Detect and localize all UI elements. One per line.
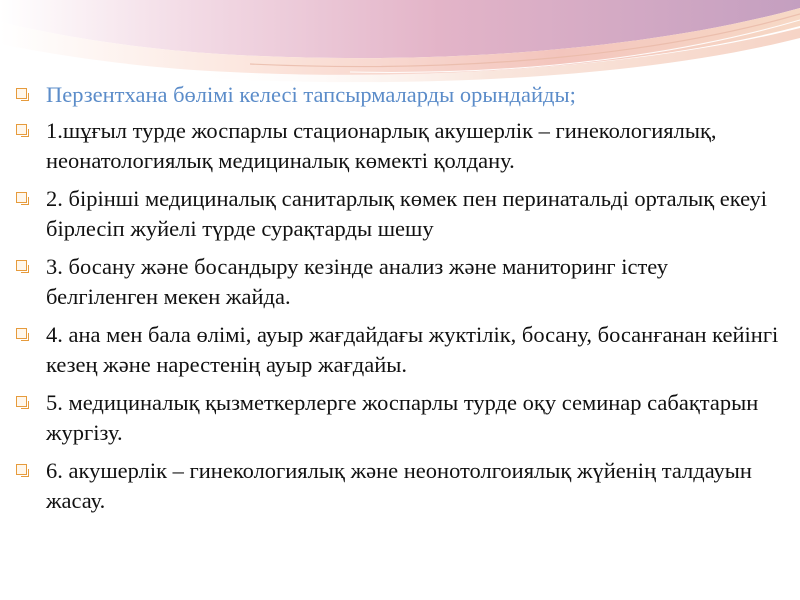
list-item-text: Перзентхана бөлімі келесі тапсырмаларды орындайды; bbox=[46, 82, 576, 107]
hollow-square-bullet-icon bbox=[16, 328, 27, 339]
list-item-text: 5. медициналық қызметкерлерге жоспарлы турде оқу семинар сабақтарын жургізу. bbox=[46, 390, 759, 445]
bullet-list bbox=[14, 80, 784, 524]
hollow-square-bullet-icon bbox=[16, 260, 27, 271]
list-item-text: 1.шұғыл турде жоспарлы стационарлық акушерлік – гинекологиялық, неонатологиялық медициналық көмекті қолдану. bbox=[46, 118, 717, 173]
list-item bbox=[14, 252, 784, 312]
list-item-text: 2. бірінші медициналық санитарлық көмек пен перинатальді орталық екеуі бірлесіп жуйелі түрде сурақтарды шешу bbox=[46, 186, 768, 241]
hollow-square-bullet-icon bbox=[16, 124, 27, 135]
list-item-text: 6. акушерлік – гинекологиялық және неонотолгоиялық жүйенің талдауын жасау. bbox=[46, 458, 752, 513]
list-item bbox=[14, 456, 784, 516]
list-item bbox=[14, 388, 784, 448]
hollow-square-bullet-icon bbox=[16, 192, 27, 203]
list-item-text: 4. ана мен бала өлімі, ауыр жағдайдағы жуктілік, босану, босанғанан кейінгі кезең және нарестенің ауыр жағдайы. bbox=[46, 322, 779, 377]
hollow-square-bullet-icon bbox=[16, 396, 27, 407]
hollow-square-bullet-icon bbox=[16, 464, 27, 475]
decorative-header-banner bbox=[0, 0, 800, 84]
list-item bbox=[14, 320, 784, 380]
list-item bbox=[14, 80, 784, 110]
list-item-text: 3. босану және босандыру кезінде анализ және маниторинг істеу белгіленген мекен жайда. bbox=[46, 254, 668, 309]
list-item bbox=[14, 184, 784, 244]
list-item bbox=[14, 116, 784, 176]
hollow-square-bullet-icon bbox=[16, 88, 27, 99]
